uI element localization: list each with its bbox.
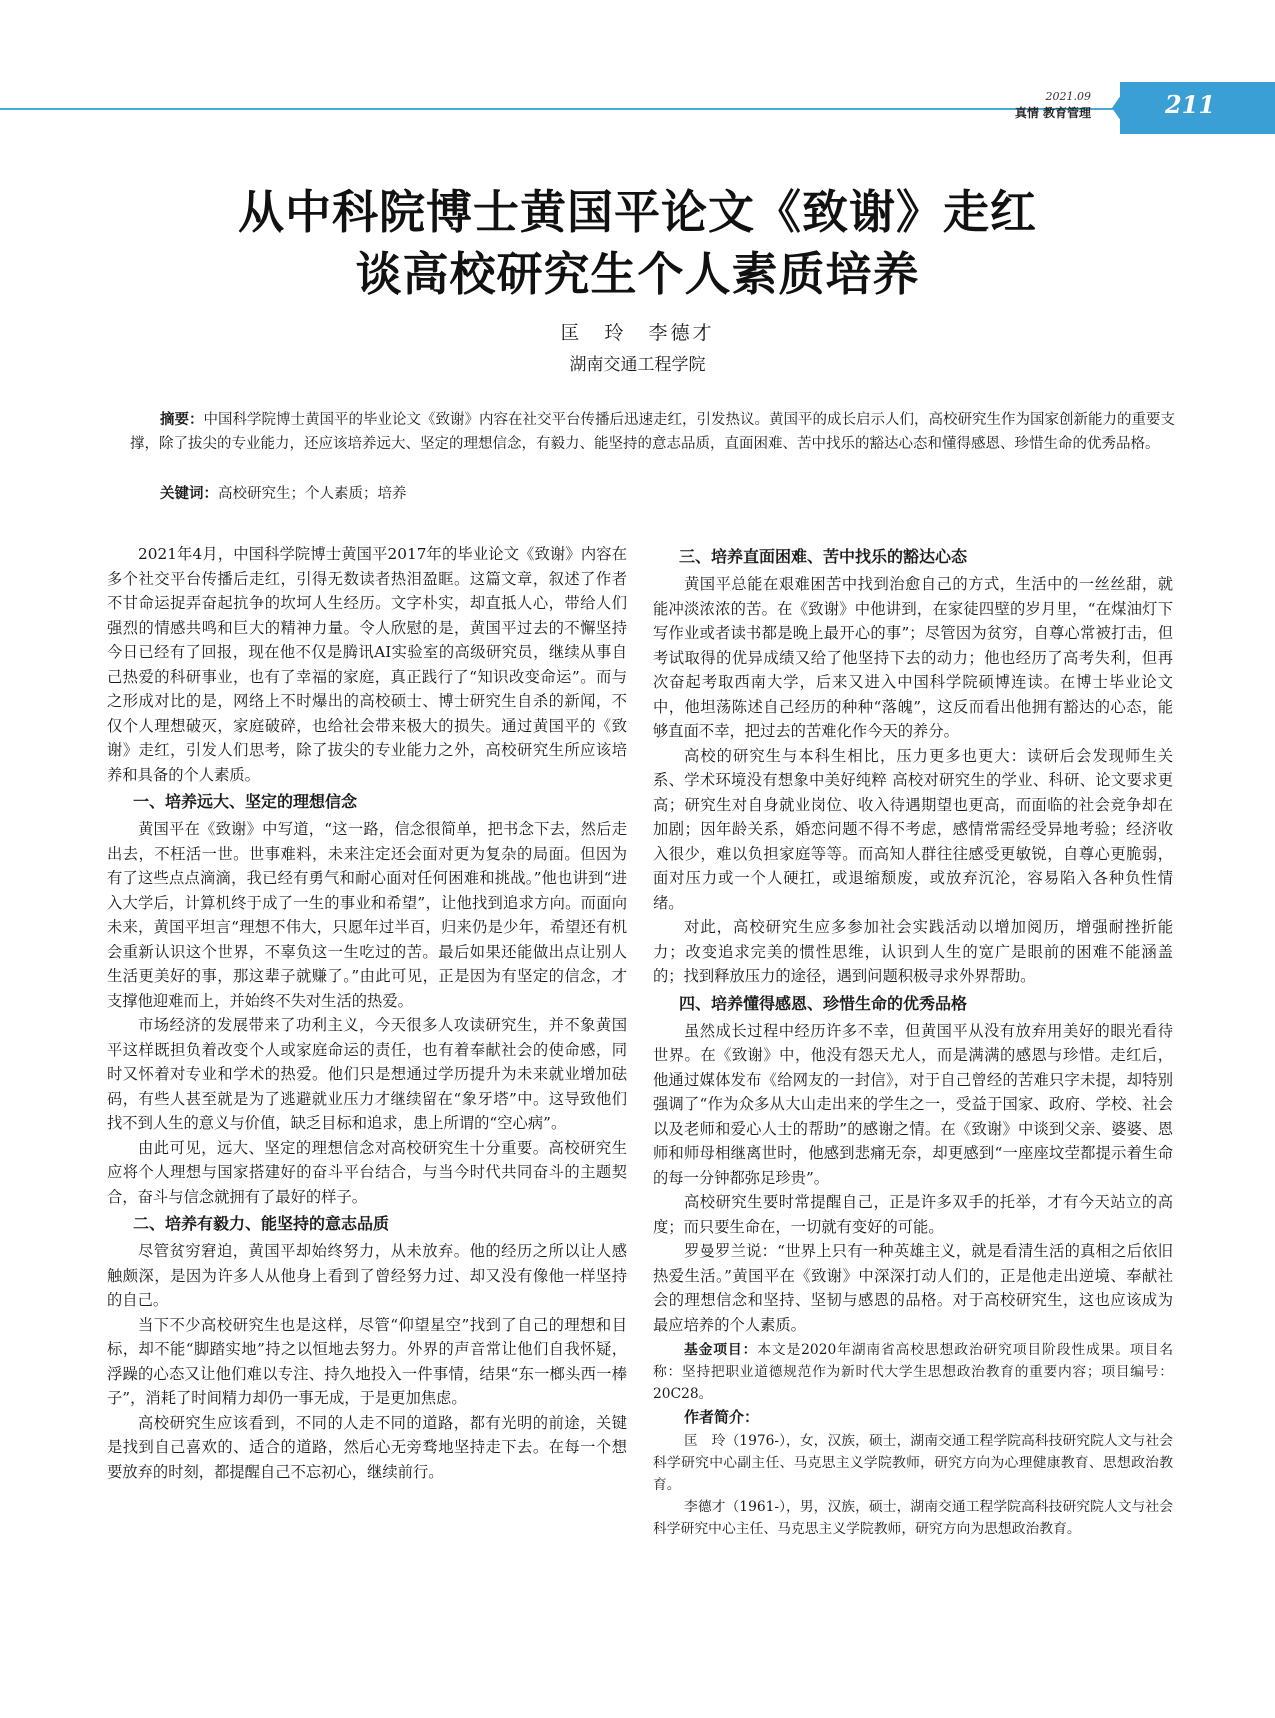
issue-date: 2021.09 — [1045, 90, 1091, 103]
paragraph: 高校研究生应该看到，不同的人走不同的道路，都有光明的前途，关键是找到自己喜欢的、适合的道路，然后心无旁骛地坚持走下去。在每一个想要放弃的时刻，都提醒自己不忘初心，继续前行。 — [107, 1413, 627, 1481]
author-names: 匡 玲 李德才 — [560, 322, 715, 344]
paragraph: 高校研究生要时常提醒自己，正是许多双手的托举，才有今天站立的高度；而只要生命在，一切就有变好的可能。 — [653, 1193, 1173, 1236]
abstract-text: 中国科学院博士黄国平的毕业论文《致谢》内容在社交平台传播后迅速走红，引发热议。黄国平的成长启示人们，高校研究生作为国家创新能力的重要支撑，除了拔尖的专业能力，还应该培养远大、坚定的理想信念，有毅力、能坚持的意志品质，直面困难、苦中找乐的豁达心态和懂得感恩、珍惜生命的优秀品格。 — [130, 412, 1175, 452]
author-bio-1: 匡 玲（1976-），女，汉族，硕士，湖南交通工程学院高科技研究院人文与社会科学研究中心副主任、马克思主义学院教师，研究方向为心理健康教育、思想政治教育。 — [653, 1432, 1173, 1493]
header-rule — [0, 108, 1120, 110]
fund-note — [653, 1339, 1173, 1405]
article-title-line1: 从中科院博士黄国平论文《致谢》走红 — [238, 185, 1037, 239]
paragraph: 对此，高校研究生应多参加社会实践活动以增加阅历，增强耐挫折能力；改变追求完美的惯性思维，认识到人生的宽广是眼前的困难不能涵盖的；找到释放压力的途径，遇到问题积极寻求外界帮助。 — [653, 918, 1173, 985]
section-heading-3: 三、培养直面困难、苦中找乐的豁达心态 — [679, 547, 968, 566]
left-column — [107, 542, 627, 1484]
fund-text: 本文是2020年湖南省高校思想政治研究项目阶段性成果。项目名称：坚持把职业道德规范作为新时代大学生思想政治教育的重要内容；项目编号：20C28。 — [653, 1342, 1173, 1402]
abstract-label: 摘要： — [160, 412, 204, 428]
paragraph: 黄国平在《致谢》中写道，“这一路，信念很简单，把书念下去，然后走出去，不枉活一世。世事难料，未来注定还会面对更为复杂的局面。但因为有了这些点点滴滴，我已经有勇气和耐心面对任何困难和挑战。”他也讲到“进入大学后，计算机终于成了一生的事业和希望”，让他找到追求方向。而面向未来，黄国平坦言“理想不伟大，只愿年过半百，归来仍是少年，希望还有机会重新认识这个世界，不辜负这一生吃过的苦。最后如果还能做出点让别人生活更美好的事，那这辈子就赚了。”由此可见，正是因为有坚定的信念，才支撑他迎难而上，并始终不失对生活的热爱。 — [107, 820, 627, 1010]
paragraph: 尽管贫穷窘迫，黄国平却始终努力，从未放弃。他的经历之所以让人感触颇深，是因为许多人从他身上看到了曾经努力过、却又没有像他一样坚持的自己。 — [107, 1242, 627, 1309]
affiliation: 湖南交通工程学院 — [569, 355, 706, 375]
page-number: 211 — [1164, 90, 1216, 119]
fund-label: 基金项目： — [684, 1342, 758, 1358]
paragraph: 由此可见，远大、坚定的理想信念对高校研究生十分重要。高校研究生应将个人理想与国家搭建好的奋斗平台结合，与当今时代共同奋斗的主题契合，奋斗与信念就拥有了最好的样子。 — [107, 1138, 627, 1206]
keywords-text: 高校研究生；个人素质；培养 — [218, 486, 407, 502]
paragraph: 高校的研究生与本科生相比，压力更多也更大：读研后会发现师生关系、学术环境没有想象中美好纯粹 高校对研究生的学业、科研、论文要求更高；研究生对自身就业岗位、收入待遇期望也更高，而面临的社会竞争却在加剧；因年龄关系，婚恋问题不得不考虑，感情常需经受异地考验；经济收入很少，难以负担家庭等等。而高知人群往往感受更敏锐，自尊心更脆弱，面对压力或一个人硬扛，或退缩颓废，或放弃沉沦，容易陷入各种负性情绪。 — [653, 746, 1173, 912]
paragraph: 虽然成长过程中经历许多不幸，但黄国平从没有放弃用美好的眼光看待世界。在《致谢》中，他没有怨天尤人，而是满满的感恩与珍惜。走红后，他通过媒体发布《给网友的一封信》，对于自己曾经的苦难只字未提，却特别强调了“作为众多从大山走出来的学生之一，受益于国家、政府、学校、社会以及老师和爱心人士的帮助”的感谢之情。在《致谢》中谈到父亲、婆婆、恩师和师母相继离世时，他感到悲痛无奈，却更感到“一座座坟茔都提示着生命的每一分钟都弥足珍贵”。 — [653, 1021, 1173, 1187]
keywords-label: 关键词： — [160, 486, 218, 502]
author-intro-label: 作者简介： — [684, 1408, 760, 1426]
right-column — [653, 542, 1173, 1540]
paragraph: 黄国平总能在艰难困苦中找到治愈自己的方式，生活中的一丝丝甜，就能冲淡浓浓的苦。在《致谢》中他讲到，在家徒四壁的岁月里，“在煤油灯下写作业或者读书都是晚上最开心的事”；尽管因为贫穷，自尊心常被打击，但考试取得的优异成绩又给了他坚持下去的动力；他也经历了高考失利，但再次奋起考取西南大学，后来又进入中国科学院硕博连读。在博士毕业论文中，他坦荡陈述自己经历的种种“落魄”，这反而看出他拥有豁达的心态，能够直面不幸，把过去的苦难化作今天的养分。 — [653, 575, 1173, 740]
journal-column: 真情 教育管理 — [1014, 106, 1091, 120]
keywords — [130, 482, 1175, 506]
author-bio-2: 李德才（1961-），男，汉族，硕士，湖南交通工程学院高科技研究院人文与社会科学研究中心主任、马克思主义学院教师，研究方向为思想政治教育。 — [653, 1498, 1173, 1537]
paragraph: 当下不少高校研究生也是这样，尽管“仰望星空”找到了自己的理想和目标，却不能“脚踏实地”持之以恒地去努力。外界的声音常让他们自我怀疑，浮躁的心态又让他们难以专注、持久地投入一件事情，结果“东一榔头西一棒子”，消耗了时间精力却仍一事无成，于是更加焦虑。 — [107, 1315, 627, 1407]
section-heading-2: 二、培养有毅力、能坚持的意志品质 — [133, 1214, 390, 1233]
section-heading-4: 四、培养懂得感恩、珍惜生命的优秀品格 — [679, 993, 968, 1013]
intro-paragraph: 2021年4月，中国科学院博士黄国平2017年的毕业论文《致谢》内容在多个社交平台传播后走红，引得无数读者热泪盈眶。这篇文章，叙述了作者不甘命运捉弄奋起抗争的坎坷人生经历。文字朴实，却直抵人心，带给人们强烈的情感共鸣和巨大的精神力量。令人欣慰的是，黄国平过去的不懈坚持今日已经有了回报，现在他不仅是腾讯AI实验室的高级研究员，继续从事自己热爱的科研事业，也有了幸福的家庭，真正践行了“知识改变命运”。而与之形成对比的是，网络上不时爆出的高校硕士、博士研究生自杀的新闻，不仅个人理想破灭，家庭破碎，也给社会带来极大的损失。通过黄国平的《致谢》走红，引发人们思考，除了拔尖的专业能力之外，高校研究生所应该培养和具备的个人素质。 — [107, 545, 627, 784]
abstract — [130, 408, 1175, 456]
section-heading-1: 一、培养远大、坚定的理想信念 — [133, 792, 358, 811]
paragraph: 市场经济的发展带来了功利主义，今天很多人攻读研究生，并不象黄国平这样既担负着改变个人或家庭命运的责任，也有着奉献社会的使命感，同时又怀着对专业和学术的热爱。他们只是想通过学历提升为未来就业增加砝码，有些人甚至就是为了逃避就业压力才继续留在“象牙塔”中。这导致他们找不到人生的意义与价值，缺乏目标和追求，患上所谓的“空心病”。 — [107, 1016, 627, 1132]
article-title-line2: 谈高校研究生个人素质培养 — [355, 247, 920, 301]
paragraph: 罗曼罗兰说：“世界上只有一种英雄主义，就是看清生活的真相之后依旧热爱生活。”黄国平在《致谢》中深深打动人们的，正是他走出逆境、奉献社会的理想信念和坚持、坚韧与感恩的品格。对于高校研究生，这也应该成为最应培养的个人素质。 — [653, 1242, 1173, 1334]
